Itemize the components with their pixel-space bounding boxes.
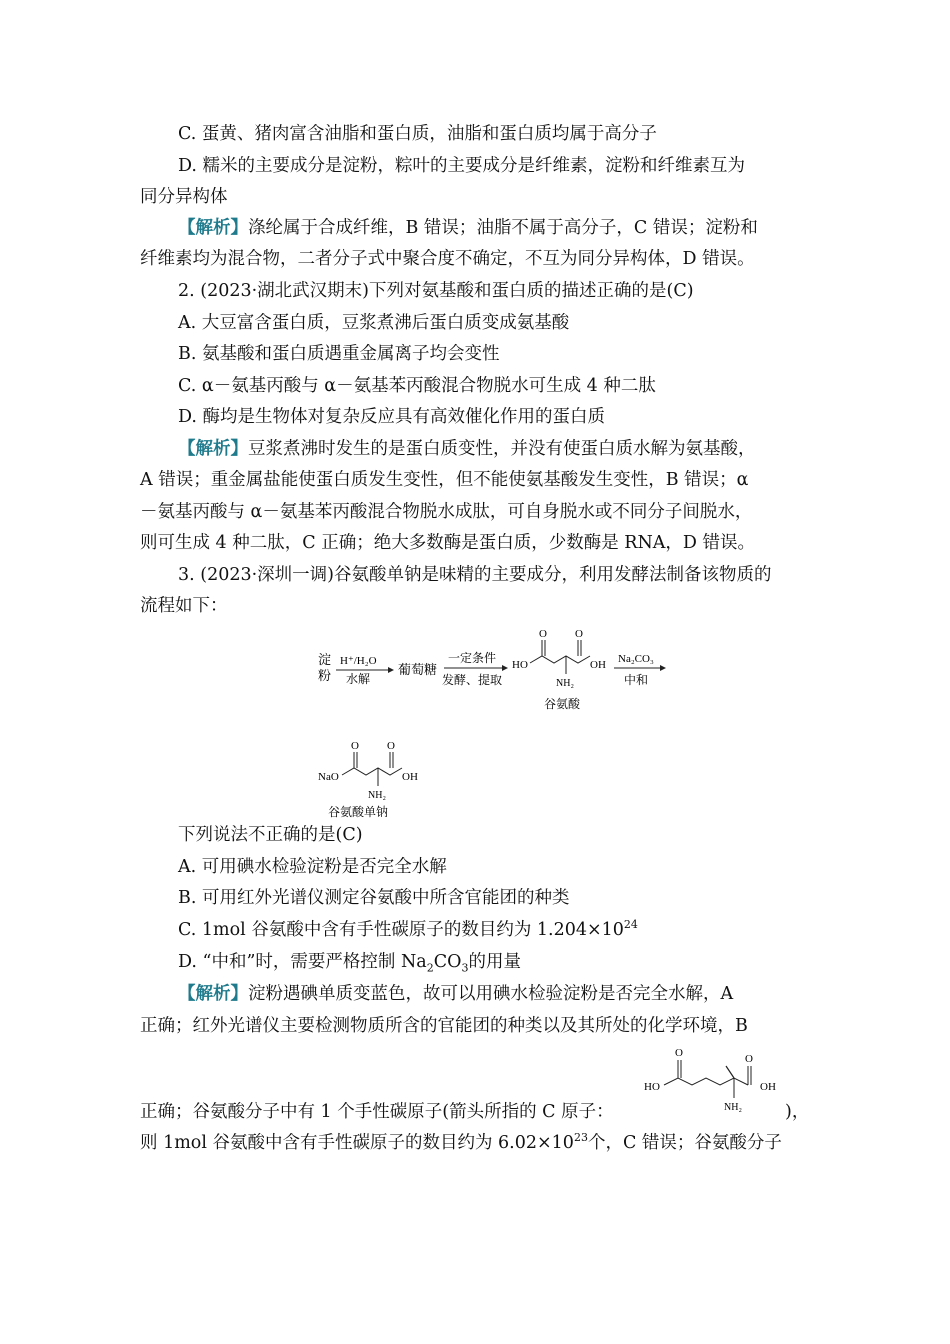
q3-option-d-co: CO	[433, 952, 462, 972]
glu-o-left: O	[539, 628, 547, 640]
chiral-o-left: O	[675, 1047, 683, 1059]
q3-option-d-post: 的用量	[468, 952, 521, 972]
arrow3-top-label: Na₂CO₃	[618, 653, 654, 665]
q1-analysis-line2: 纤维素均为混合物，二者分子式中聚合度不确定，不互为同分异构体，D 错误。	[140, 249, 755, 269]
arrow3-head	[660, 665, 666, 671]
q3-question: 下列说法不正确的是(C)	[178, 825, 363, 845]
q2-analysis-line1	[178, 437, 858, 461]
q3-analysis-line4-post: 个，C 错误；谷氨酸分子	[587, 1133, 782, 1153]
q3-option-d	[178, 950, 858, 974]
reaction-scheme	[300, 620, 700, 820]
msg-o-left: O	[351, 740, 359, 752]
q3-analysis-line4	[140, 1131, 820, 1155]
glutamic-acid-structure	[512, 628, 606, 711]
q3-analysis-line3	[140, 1100, 820, 1124]
analysis-tag: 【解析】	[178, 984, 248, 1004]
q3-analysis-line4-text: 则 1mol 谷氨酸中含有手性碳原子的数目约为 6.02×10	[140, 1133, 574, 1153]
msg-o-right: O	[387, 740, 395, 752]
q2-option-a: A. 大豆富含蛋白质，豆浆煮沸后蛋白质变成氨基酸	[178, 313, 570, 333]
q3-option-d-sub1: 2	[426, 961, 434, 975]
q2-analysis-text: 豆浆煮沸时发生的是蛋白质变性，并没有使蛋白质水解为氨基酸，	[248, 439, 756, 459]
analysis-tag: 【解析】	[178, 439, 248, 459]
q2-analysis-line4: 则可生成 4 种二肽，C 正确；绝大多数酶是蛋白质，少数酶是 RNA，D 错误。	[140, 533, 755, 553]
monosodium-glutamate-structure	[318, 740, 418, 819]
q1-analysis-line1	[178, 216, 858, 240]
glu-ho-label: HO	[512, 659, 528, 671]
q3-analysis-line3-text: 正确；谷氨酸分子中有 1 个手性碳原子(箭头所指的 C 原子：	[140, 1102, 614, 1122]
q2-analysis-line2: A 错误；重金属盐能使蛋白质发生变性，但不能使氨基酸发生变性，B 错误；α	[140, 470, 749, 490]
msg-nh2-label: NH₂	[368, 790, 386, 801]
msg-oh-label: OH	[402, 771, 418, 783]
q3-option-a: A. 可用碘水检验淀粉是否完全水解	[178, 857, 447, 877]
q3-option-d-text: D. “中和”时，需要严格控制 Na	[178, 952, 427, 972]
q2-option-b: B. 氨基酸和蛋白质遇重金属离子均会变性	[178, 344, 500, 364]
q3-analysis-line4-exponent: 23	[573, 1131, 588, 1145]
q3-option-d-sub2: 3	[461, 961, 469, 975]
arrow1-head	[388, 667, 394, 673]
q3-analysis-line3-close: )，	[785, 1102, 810, 1122]
q1-option-c: C. 蛋黄、猪肉富含油脂和蛋白质，油脂和蛋白质均属于高分子	[178, 124, 657, 144]
q3-stem-line2: 流程如下：	[140, 596, 228, 616]
q3-option-c	[178, 918, 858, 942]
q3-analysis-line1	[178, 982, 858, 1006]
scheme-start-bottom: 粉	[318, 669, 332, 684]
q3-stem-line1: 3. (2023·深圳一调)谷氨酸单钠是味精的主要成分，利用发酵法制备该物质的	[178, 565, 772, 585]
q3-option-c-text: C. 1mol 谷氨酸中含有手性碳原子的数目约为 1.204×10	[178, 920, 624, 940]
q3-analysis-line2: 正确；红外光谱仪主要检测物质所含的官能团的种类以及其所处的化学环境，B	[140, 1016, 748, 1036]
chiral-o-right: O	[745, 1053, 753, 1065]
msg-nao-label: NaO	[318, 771, 339, 783]
scheme-glucose: 葡萄糖	[398, 663, 438, 678]
chiral-ho-label: HO	[644, 1081, 660, 1093]
glu-o-right: O	[575, 628, 583, 640]
glu-chain-bond	[530, 656, 590, 663]
q3-option-b: B. 可用红外光谱仪测定谷氨酸中所含官能团的种类	[178, 888, 570, 908]
q2-option-d: D. 酶均是生物体对复杂反应具有高效催化作用的蛋白质	[178, 407, 606, 427]
chiral-nh2-label: NH₂	[724, 1102, 742, 1113]
q1-option-d-line1: D. 糯米的主要成分是淀粉，粽叶的主要成分是纤维素，淀粉和纤维素互为	[178, 156, 746, 176]
arrow2-head	[502, 665, 508, 671]
q3-analysis-text: 淀粉遇碘单质变蓝色，故可以用碘水检验淀粉是否完全水解，A	[248, 984, 734, 1004]
q2-option-c: C. α－氨基丙酸与 α－氨基苯丙酸混合物脱水可生成 4 种二肽	[178, 376, 656, 396]
q2-analysis-line3: －氨基丙酸与 α－氨基苯丙酸混合物脱水成肽，可自身脱水或不同分子间脱水，	[140, 502, 753, 522]
glu-caption: 谷氨酸	[544, 697, 581, 711]
arrow2-top-label: 一定条件	[448, 651, 497, 665]
chiral-chain-bond	[664, 1078, 748, 1085]
glu-oh-label: OH	[590, 659, 606, 671]
glu-nh2-label: NH₂	[556, 678, 574, 689]
scheme-start-top: 淀	[318, 653, 332, 668]
q3-option-c-exponent: 24	[623, 918, 638, 932]
arrow1-bottom-label: 水解	[346, 672, 371, 686]
msg-caption: 谷氨酸单钠	[328, 805, 389, 819]
q2-stem: 2. (2023·湖北武汉期末)下列对氨基酸和蛋白质的描述正确的是(C)	[178, 281, 694, 301]
q1-option-d-line2: 同分异构体	[140, 187, 228, 207]
chiral-oh-label: OH	[760, 1081, 776, 1093]
arrow1-top-label: H⁺/H₂O	[340, 655, 377, 667]
arrow3-bottom-label: 中和	[624, 673, 649, 687]
chiral-arrow	[726, 1066, 734, 1078]
analysis-tag: 【解析】	[178, 218, 248, 238]
q1-analysis-text: 涤纶属于合成纤维，B 错误；油脂不属于高分子，C 错误；淀粉和	[248, 218, 758, 238]
arrow2-bottom-label: 发酵、提取	[442, 673, 503, 687]
msg-chain-bond	[342, 768, 402, 775]
